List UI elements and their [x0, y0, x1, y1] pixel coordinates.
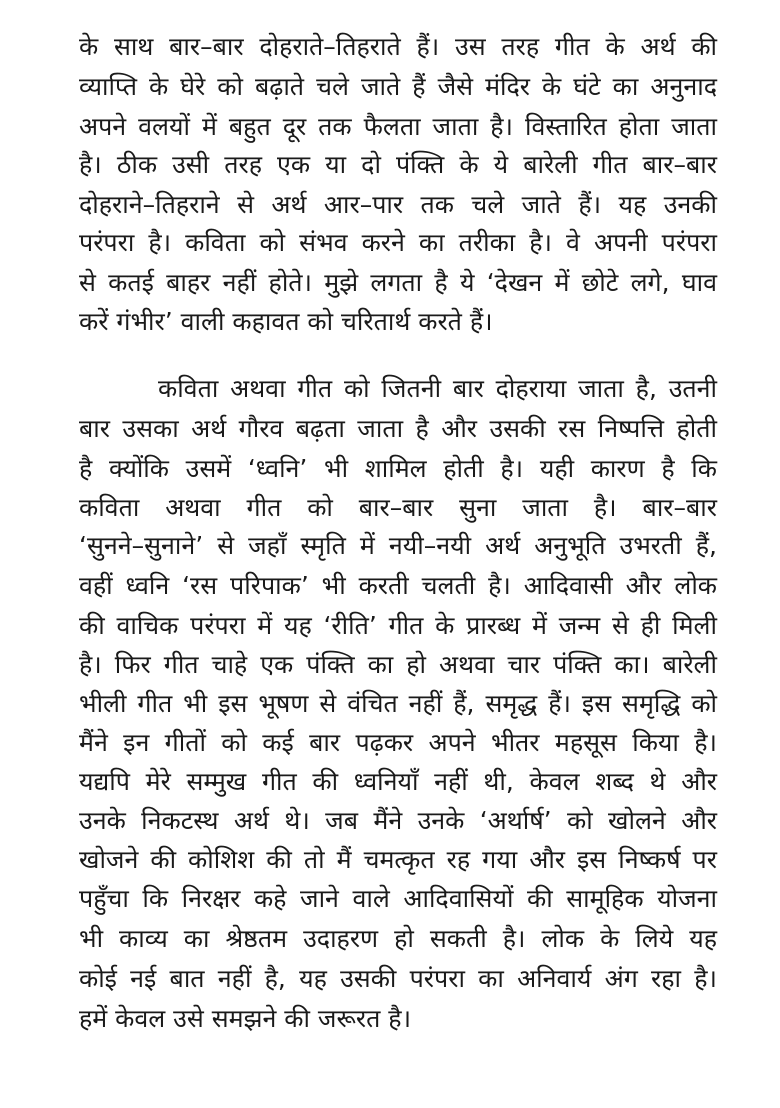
text-line: भीली गीत भी इस भूषण से वंचित नहीं हैं, समृद्ध हैं। इस समृद्धि को	[79, 689, 717, 718]
text-line: है। फिर गीत चाहे एक पंक्ति का हो अथवा चार पंक्ति का। बारेली	[79, 650, 717, 679]
text-line: कविता अथवा गीत को जितनी बार दोहराया जाता है, उतनी	[158, 374, 717, 403]
text-line: उनके निकटस्थ अर्थ थे। जब मैंने उनके ‘अर्थार्ष’ को खोलने और	[79, 806, 717, 835]
text-line: कविता अथवा गीत को बार–बार सुना जाता है। बार–बार	[79, 493, 717, 522]
text-line: करें गंभीर’ वाली कहावत को चरितार्थ करते हैं।	[79, 307, 493, 336]
text-line: मैंने इन गीतों को कई बार पढ़कर अपने भीतर महसूस किया है।	[79, 728, 717, 757]
text-line: से कतई बाहर नहीं होते। मुझे लगता है ये ‘देखन में छोटे लगे, घाव	[79, 268, 717, 297]
text-line: दोहराने–तिहराने से अर्थ आर–पार तक चले जाते हैं। यह उनकी	[79, 190, 717, 219]
text-line: पहुँचा कि निरक्षर कहे जाने वाले आदिवासियों की सामूहिक योजना	[79, 884, 717, 913]
text-line: अपने वलयों में बहुत दूर तक फैलता जाता है। विस्तारित होता जाता	[79, 112, 717, 141]
text-line: ‘सुनने–सुनाने’ से जहाँ स्मृति में नयी–नयी अर्थ अनुभूति उभरती हैं,	[79, 531, 717, 560]
text-line: की वाचिक परंपरा में यह ‘रीति’ गीत के प्रारब्ध में जन्म से ही मिली	[79, 611, 717, 640]
text-line: परंपरा है। कविता को संभव करने का तरीका है। वे अपनी परंपरा	[79, 228, 717, 257]
text-line: यद्यपि मेरे सम्मुख गीत की ध्वनियाँ नहीं थी, केवल शब्द थे और	[79, 767, 717, 796]
text-line: व्याप्ति के घेरे को बढ़ाते चले जाते हैं जैसे मंदिर के घंटे का अनुनाद	[79, 72, 717, 101]
text-line: है क्योंकि उसमें ‘ध्वनि’ भी शामिल होती है। यही कारण है कि	[79, 454, 717, 483]
text-line: के साथ बार–बार दोहराते–तिहराते हैं। उस तरह गीत के अर्थ की	[79, 32, 717, 61]
text-line: भी काव्य का श्रेष्ठतम उदाहरण हो सकती है। लोक के लिये यह	[79, 924, 717, 953]
text-line: खोजने की कोशिश की तो मैं चमत्कृत रह गया और इस निष्कर्ष पर	[79, 845, 717, 874]
text-line: बार उसका अर्थ गौरव बढ़ता जाता है और उसकी रस निष्पत्ति होती	[79, 414, 717, 443]
text-line: है। ठीक उसी तरह एक या दो पंक्ति के ये बारेली गीत बार–बार	[79, 150, 717, 179]
text-line: कोई नई बात नहीं है, यह उसकी परंपरा का अनिवार्य अंग रहा है।	[79, 964, 717, 993]
text-line: हमें केवल उसे समझने की जरूरत है।	[79, 1004, 412, 1033]
text-line: वहीं ध्वनि ‘रस परिपाक’ भी करती चलती है। आदिवासी और लोक	[79, 571, 717, 600]
